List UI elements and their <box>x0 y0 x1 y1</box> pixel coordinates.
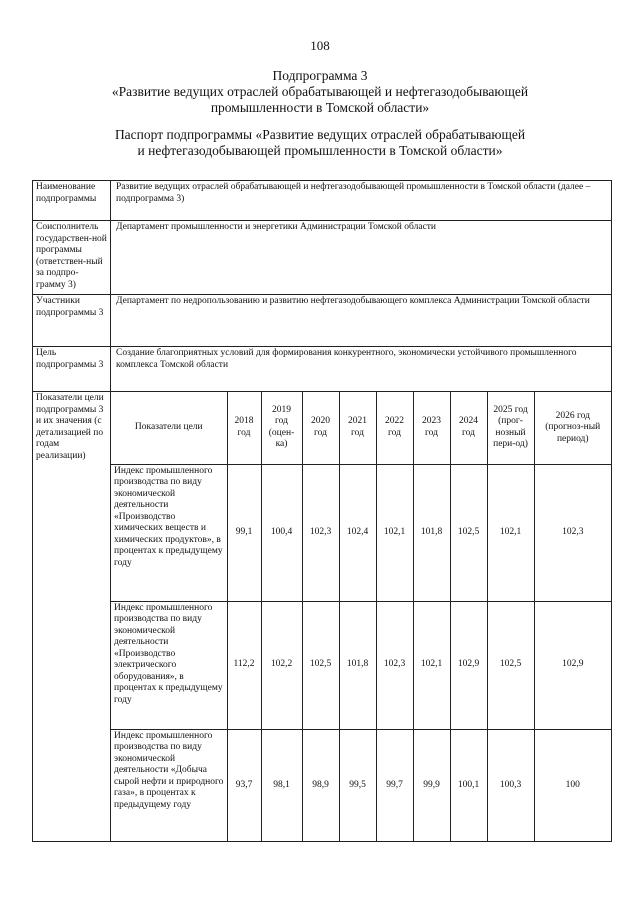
indicator-value: 102,3 <box>376 601 413 729</box>
page-number: 108 <box>310 38 330 53</box>
indicator-value: 98,9 <box>302 729 339 841</box>
indicator-value: 102,3 <box>302 464 339 601</box>
indicator-value: 102,5 <box>450 464 487 601</box>
passport-row-goal <box>33 347 612 392</box>
passport-table <box>32 180 612 842</box>
passport-row-participants <box>33 295 612 347</box>
year-header: 2020 год <box>302 392 339 464</box>
indicator-value: 102,1 <box>487 464 534 601</box>
indicator-value: 100,1 <box>450 729 487 841</box>
indicators-cell <box>111 392 612 842</box>
subprogram-title <box>0 68 640 116</box>
year-header: 2023 год <box>413 392 450 464</box>
indicator-value: 99,7 <box>376 729 413 841</box>
table-row <box>111 729 611 841</box>
indicator-value: 99,5 <box>339 729 376 841</box>
participants-value: Департамент по недропользованию и развитию нефтегазодобывающего комплекса Администрации Томской области <box>111 295 612 347</box>
year-header: 2026 год (прогноз-ный период) <box>534 392 611 464</box>
indicator-value: 101,8 <box>339 601 376 729</box>
indicator-value: 102,1 <box>376 464 413 601</box>
participants-label: Участники подпрограммы 3 <box>33 295 111 347</box>
goal-value: Создание благоприятных условий для формирования конкурентного, экономически устойчивого промышленного комплекса Томской области <box>111 347 612 392</box>
indicator-name: Индекс промышленного производства по виду экономической деятельности «Производство химических веществ и химических продуктов», в процентах к предыдущему году <box>111 464 227 601</box>
subprogram-title-line: промышленности в Томской области» <box>210 100 430 115</box>
indicator-value: 112,2 <box>227 601 261 729</box>
indicator-name: Индекс промышленного производства по виду экономической деятельности «Производство электрического оборудования», в процентах к предыдущему году <box>111 601 227 729</box>
indicator-value: 99,9 <box>413 729 450 841</box>
year-header: 2018 год <box>227 392 261 464</box>
year-header: 2022 год <box>376 392 413 464</box>
indicator-value: 102,9 <box>534 601 611 729</box>
indicators-header-row <box>111 392 611 464</box>
year-header: 2021 год <box>339 392 376 464</box>
indicator-value: 102,1 <box>413 601 450 729</box>
coexecutor-label: Соисполнитель государствен-ной программы (ответствен-ный за подпро-грамму 3) <box>33 221 111 295</box>
indicator-value: 102,3 <box>534 464 611 601</box>
passport-title <box>0 127 640 159</box>
year-header: 2025 год (прог-нозный пери-од) <box>487 392 534 464</box>
subprogram-title-line: Подпрограмма 3 <box>272 68 368 83</box>
year-header: 2019 год (оцен-ка) <box>261 392 302 464</box>
indicator-value: 102,4 <box>339 464 376 601</box>
passport-row-coexecutor <box>33 221 612 295</box>
indicator-name: Индекс промышленного производства по виду экономической деятельности «Добыча сырой нефти и природного газа», в процентах к предыдущему году <box>111 729 227 841</box>
subprogram-title-line: «Развитие ведущих отраслей обрабатывающей и нефтегазодобывающей <box>111 84 529 99</box>
year-header: 2024 год <box>450 392 487 464</box>
coexecutor-value: Департамент промышленности и энергетики Администрации Томской области <box>111 221 612 295</box>
indicator-value: 102,5 <box>487 601 534 729</box>
goal-label: Цель подпрограммы 3 <box>33 347 111 392</box>
indicator-name-header: Показатели цели <box>111 392 227 464</box>
name-label: Наименование подпрограммы <box>33 181 111 221</box>
indicators-label: Показатели цели подпрограммы 3 и их значения (с детализацией по годам реализации) <box>33 392 111 842</box>
indicator-value: 93,7 <box>227 729 261 841</box>
indicator-value: 102,2 <box>261 601 302 729</box>
name-value: Развитие ведущих отраслей обрабатывающей и нефтегазодобывающей промышленности в Томской области (далее – подпрограмма 3) <box>111 181 612 221</box>
table-row <box>111 464 611 601</box>
passport-row-indicators <box>33 392 612 842</box>
passport-title-line: и нефтегазодобывающей промышленности в Томской области» <box>137 143 503 158</box>
indicator-value: 102,5 <box>302 601 339 729</box>
indicator-value: 99,1 <box>227 464 261 601</box>
indicator-value: 98,1 <box>261 729 302 841</box>
indicator-value: 100 <box>534 729 611 841</box>
indicator-value: 101,8 <box>413 464 450 601</box>
table-row <box>111 601 611 729</box>
indicator-value: 100,4 <box>261 464 302 601</box>
passport-row-name <box>33 181 612 221</box>
indicator-value: 102,9 <box>450 601 487 729</box>
indicator-value: 100,3 <box>487 729 534 841</box>
indicators-table <box>111 392 611 841</box>
passport-title-line: Паспорт подпрограммы «Развитие ведущих отраслей обрабатывающей <box>114 127 526 142</box>
